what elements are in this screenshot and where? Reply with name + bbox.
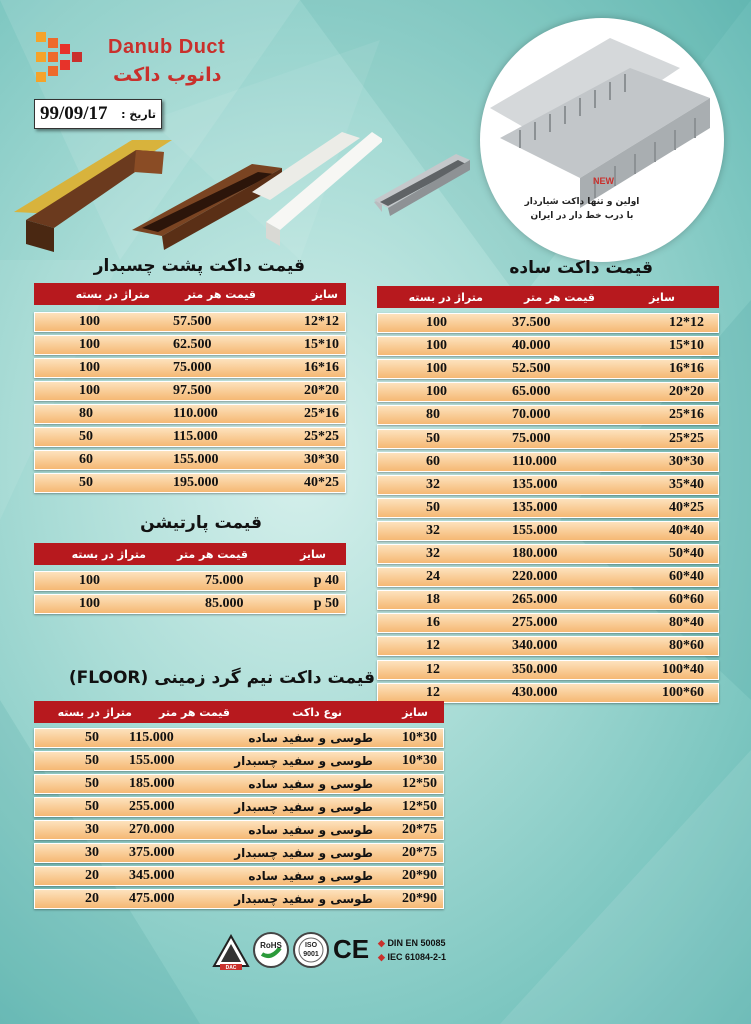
cell-type: طوسی و سفید ساده [248,869,373,883]
header-qty: متراژ در بسته [408,290,483,304]
table-row [34,728,444,748]
cell-size: 60*60 [669,592,704,608]
cell-size: p 50 [313,596,339,611]
cell-qty: 50 [426,499,440,515]
cell-size: 10*30 [402,730,437,745]
cell-size: 15*10 [669,338,704,354]
std-din-label: DIN EN 50085 [387,938,446,948]
cell-qty: 100 [426,361,447,377]
cell-qty: 50 [85,753,99,768]
floor-table-title: قیمت داکت نیم گرد زمینی (FLOOR) [68,668,375,688]
duct-products-image [12,112,382,252]
cell-price: 340.000 [512,638,558,654]
cell-size: 25*16 [669,407,704,423]
table-row [34,381,346,401]
cell-size: 20*20 [669,384,704,400]
table-row [377,590,719,610]
cell-size: 30*30 [304,452,339,467]
cell-type: طوسی و سفید چسبدار [234,754,373,768]
cell-price: 115.000 [129,730,174,745]
cell-qty: 100 [79,596,100,611]
date-value: 99/09/17 [40,103,108,124]
cell-qty: 100 [79,573,100,588]
promo-line-2: با درب خط دار در ایران [530,211,634,221]
header-size: سایز [402,705,428,719]
cell-price: 155.000 [512,522,558,538]
cell-qty: 12 [426,684,440,700]
cell-price: 195.000 [173,475,219,490]
cell-price: 40.000 [512,338,551,354]
cell-type: طوسی و سفید ساده [248,731,373,745]
promo-circle [480,18,724,262]
header-size: سایز [649,290,675,304]
cell-price: 65.000 [512,384,551,400]
date-label: تاریخ : [121,107,156,121]
cell-price: 85.000 [205,596,244,611]
table-row [34,843,444,863]
table-row [34,358,346,378]
dac-cert-icon [212,934,250,970]
cell-price: 37.500 [512,315,551,330]
adhesive-table-title: قیمت داکت پشت چسبدار [93,256,305,276]
table-row [377,429,719,449]
std-iec-label: IEC 61084-2-1 [387,952,446,962]
new-tag: NEW [593,176,614,186]
cell-price: 255.000 [129,799,175,814]
table-row [34,312,346,332]
table-row [34,594,346,614]
table-row [377,613,719,633]
adhesive-table-header [34,283,346,305]
partition-table-header [34,543,346,565]
cell-price: 220.000 [512,569,558,585]
header-price: قیمت هر متر [185,287,256,301]
cell-qty: 50 [426,430,440,446]
header-price: قیمت هر متر [159,705,230,719]
cell-size: p 40 [313,573,339,588]
cell-price: 270.000 [129,822,175,837]
cell-size: 20*75 [402,845,437,860]
cell-size: 40*25 [669,499,704,515]
cell-qty: 20 [85,868,99,883]
cell-qty: 50 [79,475,93,490]
cell-size: 10*30 [402,753,437,768]
cell-size: 40*40 [669,522,704,538]
simple-table-header [377,286,719,308]
cell-type: طوسی و سفید ساده [248,777,373,791]
slotted-duct-image [480,18,724,262]
header-size: سایز [300,547,326,561]
table-row [377,683,719,703]
table-row [377,359,719,379]
cell-qty: 32 [426,476,440,492]
cell-size: 15*10 [304,337,339,352]
header-size: سایز [312,287,338,301]
table-row [377,544,719,564]
cell-qty: 24 [426,569,440,585]
cell-size: 50*40 [669,546,704,561]
cell-size: 60*40 [669,569,704,585]
cell-price: 155.000 [129,753,175,768]
cell-qty: 20 [85,891,99,906]
table-row [34,335,346,355]
cell-price: 375.000 [129,845,175,860]
cell-size: 25*25 [669,430,704,446]
cell-price: 62.500 [173,337,212,352]
cell-size: 100*60 [662,684,704,700]
table-row [34,820,444,840]
cell-qty: 32 [426,522,440,538]
ce-mark: CE [333,934,370,964]
cell-price: 57.500 [173,314,212,329]
iso-number: 9001 [303,951,319,958]
cell-qty: 32 [426,546,440,561]
cell-size: 20*90 [402,868,437,883]
cell-price: 115.000 [173,429,218,444]
simple-table-title: قیمت داکت ساده [509,258,653,278]
cell-size: 80*60 [669,638,704,654]
table-row [377,636,719,656]
cell-qty: 50 [85,799,99,814]
cell-type: طوسی و سفید چسبدار [234,846,373,860]
table-row [377,521,719,541]
cell-qty: 100 [79,360,100,375]
std-din: ◆ DIN EN 50085 [378,938,446,948]
cell-qty: 50 [85,730,99,745]
floor-table-header [34,701,444,723]
cell-qty: 60 [426,453,440,469]
table-row [34,404,346,424]
header-type: نوع داکت [292,705,342,719]
table-row [34,774,444,794]
cell-price: 110.000 [512,453,557,469]
cell-size: 30*30 [669,453,704,469]
cell-qty: 100 [426,315,447,330]
promo-line-1: اولین و تنها داکت شیاردار [524,197,640,207]
cell-price: 75.000 [173,360,212,375]
cell-qty: 30 [85,822,99,837]
cell-price: 430.000 [512,684,558,700]
table-row [377,567,719,587]
cell-price: 475.000 [129,891,175,906]
rohs-label: RoHS [260,941,282,950]
cell-qty: 100 [426,338,447,354]
table-row [377,313,719,333]
cell-size: 20*90 [402,891,437,906]
table-row [377,336,719,356]
table-row [34,571,346,591]
table-row [34,427,346,447]
cell-size: 20*20 [304,383,339,398]
cell-size: 12*50 [402,799,437,814]
table-row [34,450,346,470]
cell-price: 97.500 [173,383,212,398]
table-row [377,498,719,518]
cell-qty: 100 [79,314,100,329]
iso-label: ISO [304,942,318,949]
cell-price: 350.000 [512,661,558,677]
table-row [377,660,719,680]
cell-price: 185.000 [129,776,175,791]
header-qty: متراژ در بسته [57,705,132,719]
brand-logo [34,30,90,86]
cell-qty: 60 [79,452,93,467]
grey-duct-image [372,150,472,220]
table-row [377,382,719,402]
cell-qty: 16 [426,615,440,631]
cell-price: 155.000 [173,452,219,467]
dac-label: DAC [225,965,237,970]
cell-size: 12*12 [669,315,704,330]
brand-name-fa: دانوب داکت [113,64,222,86]
cell-price: 75.000 [205,573,244,588]
header-qty: متراژ در بسته [75,287,150,301]
cell-size: 25*25 [304,429,339,444]
table-row [34,866,444,886]
cell-price: 135.000 [512,499,558,515]
table-row [34,751,444,771]
header-price: قیمت هر متر [524,290,595,304]
table-row [34,797,444,817]
cell-size: 12*50 [402,776,437,791]
cell-price: 75.000 [512,430,551,446]
std-iec: ◆ IEC 61084-2-1 [378,952,446,962]
brand-name-en: Danub Duct [108,36,226,58]
cell-price: 70.000 [512,407,551,423]
cell-type: طوسی و سفید چسبدار [234,892,373,906]
table-row [34,889,444,909]
cell-type: طوسی و سفید ساده [248,823,373,837]
cell-qty: 50 [79,429,93,444]
header-price: قیمت هر متر [177,547,248,561]
cell-qty: 80 [426,407,440,423]
cell-size: 35*40 [669,476,704,492]
cell-price: 265.000 [512,592,558,608]
cell-size: 12*12 [304,314,339,329]
table-row [377,405,719,425]
header-qty: متراژ در بسته [71,547,146,561]
cell-size: 40*25 [304,475,339,490]
table-row [377,452,719,472]
cell-size: 20*75 [402,822,437,837]
cell-qty: 80 [79,406,93,421]
cell-qty: 100 [79,337,100,352]
cell-size: 80*40 [669,615,704,631]
cell-qty: 12 [426,638,440,654]
cell-qty: 100 [426,384,447,400]
iso-cert-icon [292,930,330,970]
cell-price: 180.000 [512,546,558,561]
cell-qty: 30 [85,845,99,860]
cell-price: 52.500 [512,361,551,377]
cell-qty: 100 [79,383,100,398]
table-row [377,475,719,495]
cell-price: 275.000 [512,615,558,631]
partition-table-title: قیمت پارتیشن [140,513,262,533]
cell-size: 100*40 [662,661,704,677]
cell-qty: 12 [426,661,440,677]
cell-price: 110.000 [173,406,218,421]
cell-size: 25*16 [304,406,339,421]
cell-type: طوسی و سفید چسبدار [234,800,373,814]
cell-qty: 18 [426,592,440,608]
cell-size: 16*16 [304,360,339,375]
cell-price: 135.000 [512,476,558,492]
cell-price: 345.000 [129,868,175,883]
cell-size: 16*16 [669,361,704,377]
cell-qty: 50 [85,776,99,791]
rohs-cert-icon [252,930,290,970]
table-row [34,473,346,493]
